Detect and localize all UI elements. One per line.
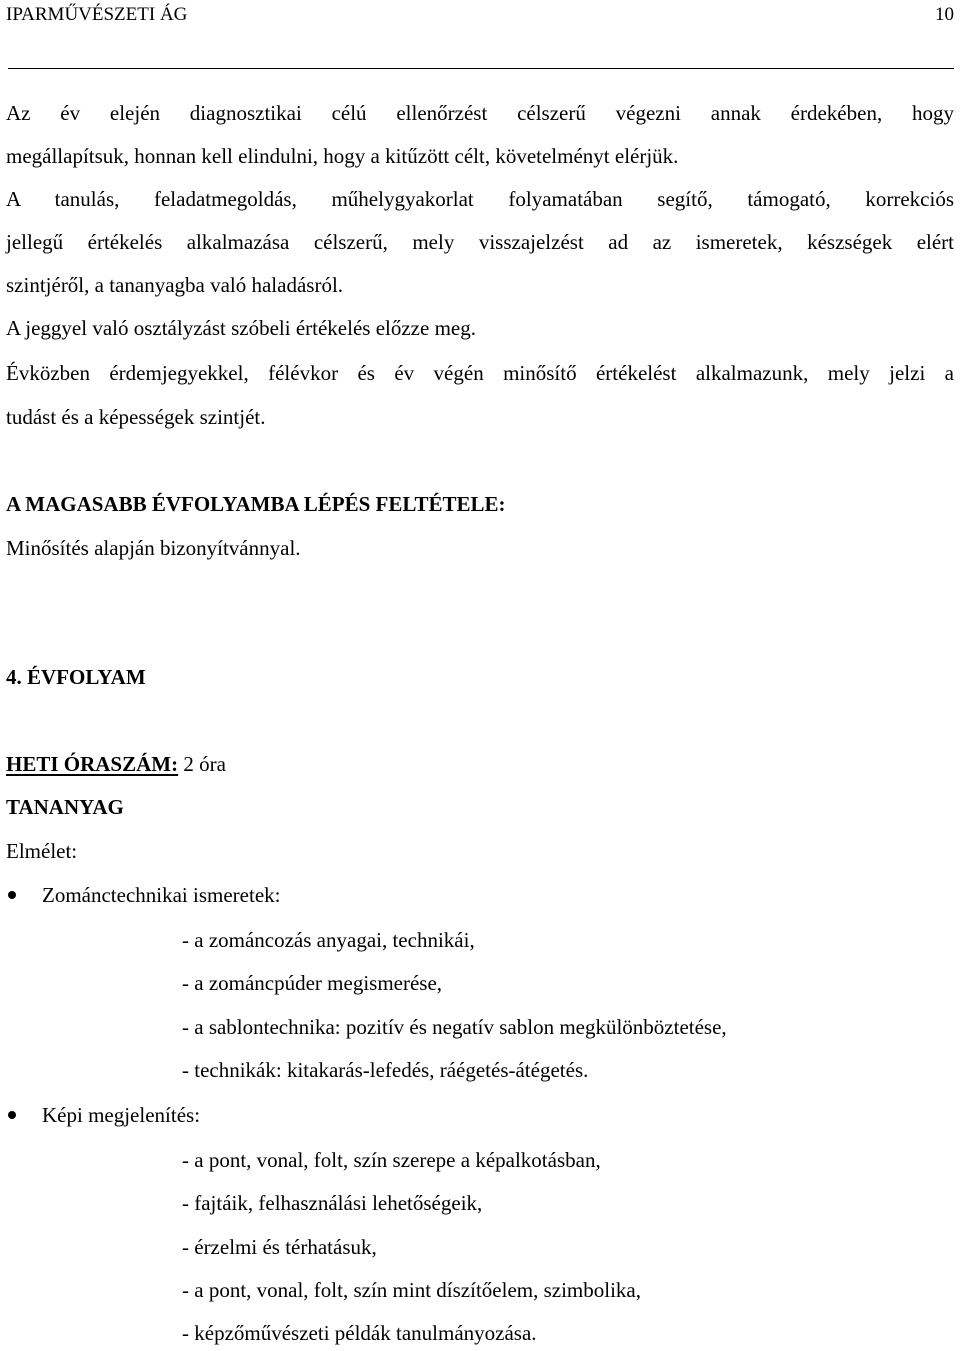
list-item: - érzelmi és térhatásuk, — [182, 1235, 377, 1259]
intro-line: jellegű értékelés alkalmazása célszerű, mely visszajelzést ad az ismeretek, készségek elért — [6, 230, 954, 254]
bullet-icon — [8, 1111, 16, 1119]
grade-title: 4. ÉVFOLYAM — [6, 665, 146, 689]
list-item: - a pont, vonal, folt, szín mint díszítőelem, szimbolika, — [182, 1278, 642, 1302]
intro-line: A jeggyel való osztályzást szóbeli értékelés előzze meg. — [6, 316, 476, 340]
intro-line: tudást és a képességek szintjét. — [6, 405, 266, 429]
section-label-enamel: Zománctechnikai ismeretek: — [42, 883, 281, 907]
advance-text: Minősítés alapján bizonyítvánnyal. — [6, 536, 301, 560]
list-item: - technikák: kitakarás-lefedés, ráégetés-átégetés. — [182, 1058, 589, 1082]
list-item: - a pont, vonal, folt, szín szerepe a képalkotásban, — [182, 1148, 601, 1172]
page-number: 10 — [935, 4, 954, 25]
header-divider — [8, 68, 954, 69]
intro-line: szintjéről, a tananyagba való haladásról. — [6, 273, 344, 297]
advance-heading: A MAGASABB ÉVFOLYAMBA LÉPÉS FELTÉTELE: — [6, 492, 506, 516]
weekly-hours — [6, 754, 226, 775]
list-item: - a zománcpúder megismerése, — [182, 971, 443, 995]
list-item: - fajtáik, felhasználási lehetőségeik, — [182, 1191, 483, 1215]
list-item: - a zománcozás anyagai, technikái, — [182, 928, 475, 952]
bullet-icon — [8, 891, 16, 899]
intro-line: megállapítsuk, honnan kell elindulni, hogy a kitűzött célt, követelményt elérjük. — [6, 144, 679, 168]
curriculum-heading: TANANYAG — [6, 795, 124, 819]
intro-line: Évközben érdemjegyekkel, félévkor és év végén minősítő értékelést alkalmazunk, mely jelzi a — [6, 361, 954, 385]
weekly-hours-value: 2 óra — [178, 752, 226, 776]
weekly-hours-label: HETI ÓRASZÁM: — [6, 752, 179, 776]
theory-label: Elmélet: — [6, 839, 78, 863]
intro-line: Az év elején diagnosztikai célú ellenőrzést célszerű végezni annak érdekében, hogy — [6, 101, 954, 125]
list-item: - a sablontechnika: pozitív és negatív sablon megkülönböztetése, — [182, 1015, 727, 1039]
list-item: - képzőművészeti példák tanulmányozása. — [182, 1321, 537, 1345]
section-label-visual: Képi megjelenítés: — [42, 1103, 201, 1127]
running-header-title: IPARMŰVÉSZETI ÁG — [6, 4, 188, 25]
intro-line: A tanulás, feladatmegoldás, műhelygyakorlat folyamatában segítő, támogató, korrekciós — [6, 187, 954, 211]
